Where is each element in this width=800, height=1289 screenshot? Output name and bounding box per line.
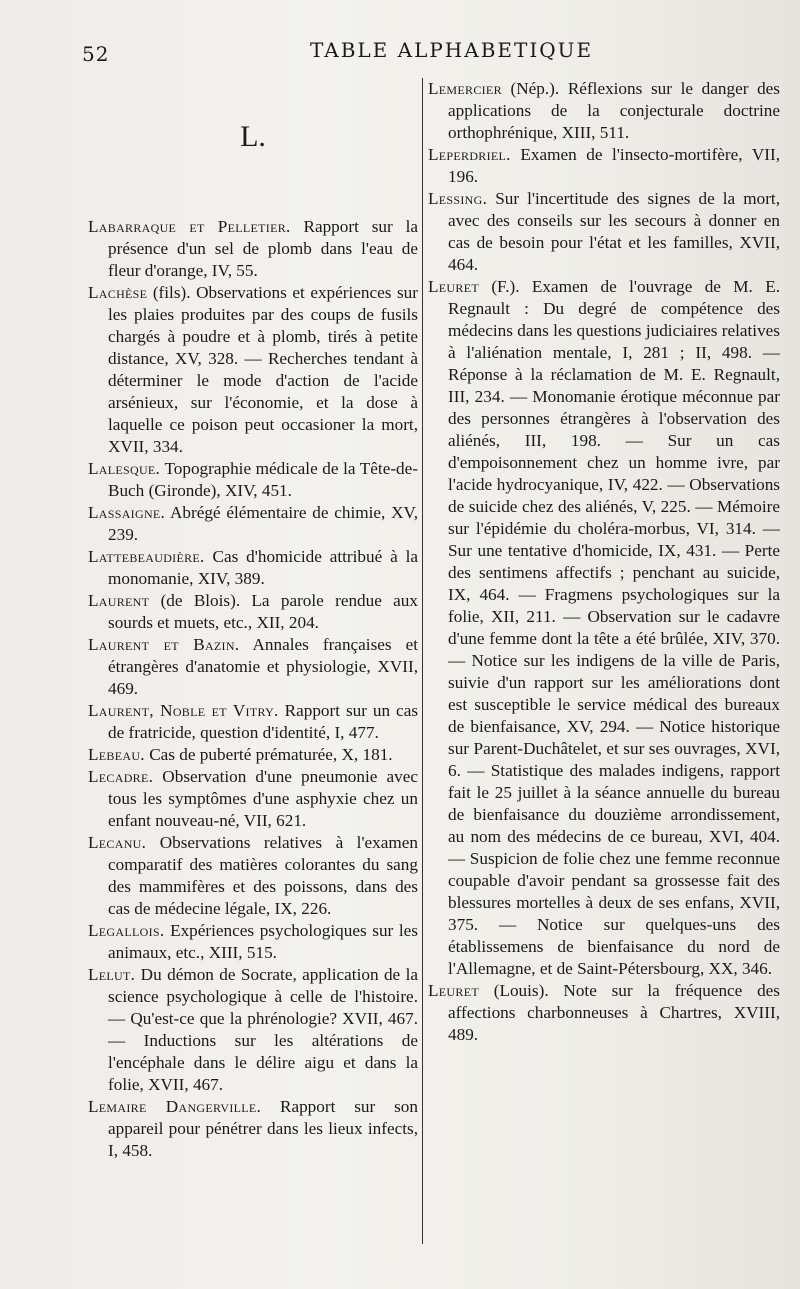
entry-author: Laurent (88, 591, 150, 610)
entry-author: Laurent et Bazin. (88, 635, 240, 654)
index-entry (88, 964, 418, 1096)
entry-author: Lecadre. (88, 767, 154, 786)
entry-text: Examen de l'insecto-mortifère, VII, 196. (448, 145, 780, 186)
entry-author: Lassaigne. (88, 503, 166, 522)
index-entry (88, 282, 418, 458)
entry-author: Lelut. (88, 965, 136, 984)
index-entry (88, 832, 418, 920)
column-divider (422, 78, 423, 1244)
entry-text: Cas de puberté prématurée, X, 181. (144, 745, 393, 764)
entry-text: (Nép.). Réflexions sur le danger des applications de la conjecturale doctrine orthophrénique, XIII, 511. (448, 79, 780, 142)
entry-text: Observations relatives à l'examen comparatif des matières colorantes du sang des mammifères et des poissons, dans des cas de médecine légale, IX, 226. (108, 833, 418, 918)
entry-author: Leuret (428, 277, 479, 296)
entry-author: Lessing. (428, 189, 488, 208)
index-entry (428, 276, 780, 980)
entry-text: (F.). Examen de l'ouvrage de M. E. Regnault : Du degré de compétence des médecins dans les questions judiciaires relatives à l'aliénation mentale, I, 281 ; II, 498. — Réponse à la réclamation de M. E. Regnault, III, 234. — Monomanie érotique méconnue par des personnes étrangères à l'observation des aliénés, III, 198. — Sur un cas d'empoisonnement chez un homme ivre, par l'acide hydrocyanique, IV, 422. — Observations de suicide chez des aliénés, V, 225. — Mémoire sur l'épidémie du choléra-morbus, VI, 314. — Sur une tentative d'homicide, IX, 431. — Perte des sentimens affectifs ; penchant au suicide, IX, 464. — Fragmens psychologiques sur la folie, XII, 211. — Observation sur le cadavre d'une femme dont la tête a été brûlée, XIV, 370. — Notice sur les indigens de la ville de Paris, suivie d'un rapport sur les améliorations dont est susceptible le service médical des bureaux de bienfaisance, XV, 294. — Notice historique sur Parent-Duchâtelet, et sur ses ouvrages, XVI, 6. — Statistique des malades indigens, rapport fait le 25 juillet à la séance annuelle du bureau de bienfaisance du douzième arrondissement, au nom des médecins de ce bureau, XVI, 404. — Suspicion de folie chez une femme reconnue coupable d'avoir pendant sa grossesse fait des blessures mortelles à deux de ses enfans, XVII, 375. — Notice sur quelques-uns des établissemens de bienfaisance du nord de l'Allemagne, et de Saint-Pétersbourg, XX, 346. (448, 277, 780, 978)
entry-text: Sur l'incertitude des signes de la mort, avec des conseils sur les secours à donner en cas de besoin pour l'état et les familles, XVII, 464. (448, 189, 780, 274)
index-entry (88, 216, 418, 282)
entry-author: Lecanu. (88, 833, 147, 852)
entry-author: Labarraque et Pelletier. (88, 217, 291, 236)
right-column (428, 78, 780, 1046)
entry-author: Lachèse (88, 283, 148, 302)
left-entries (88, 216, 418, 1162)
entry-author: Leperdriel. (428, 145, 511, 164)
entry-text: Expériences psychologiques sur les animaux, etc., XIII, 515. (108, 921, 418, 962)
entry-author: Leuret (428, 981, 479, 1000)
index-entry (428, 188, 780, 276)
index-entry (88, 1096, 418, 1162)
entry-author: Lalesque. (88, 459, 161, 478)
entry-text: (de Blois). La parole rendue aux sourds et muets, etc., XII, 204. (108, 591, 418, 632)
entry-author: Lemaire Dangerville. (88, 1097, 262, 1116)
entry-text: Cas d'homicide attribué à la monomanie, XIV, 389. (108, 547, 418, 588)
index-entry (88, 590, 418, 634)
entry-text: Du démon de Socrate, application de la science psychologique à celle de l'histoire. — Qu'est-ce que la phrénologie? XVII, 467. — Inductions sur les altérations de l'encéphale dans le délire aigu et dans la folie, XVII, 467. (108, 965, 418, 1094)
index-entry (88, 546, 418, 590)
right-entries (428, 78, 780, 1046)
index-entry (428, 78, 780, 144)
entry-text: Annales françaises et étrangères d'anatomie et physiologie, XVII, 469. (108, 635, 419, 698)
section-letter: L. (240, 120, 266, 153)
entry-author: Legallois. (88, 921, 165, 940)
entry-author: Lattebeaudière. (88, 547, 205, 566)
index-entry (88, 700, 418, 744)
entry-text: (fils). Observations et expériences sur les plaies produites par des coups de fusils chargés à poudre et à plomb, tirés à petite distance, XV, 328. — Recherches tendant à déterminer le mode d'action de l'acide arsénieux, sur l'économie, et la dose à laquelle ce poison peut occasioner la mort, XVII, 334. (108, 283, 418, 456)
entry-text: Rapport sur la présence d'un sel de plomb dans l'eau de fleur d'orange, IV, 55. (108, 217, 418, 280)
entry-text: Topographie médicale de la Tête-de-Buch (Gironde), XIV, 451. (108, 459, 418, 500)
entry-text: Rapport sur un cas de fratricide, question d'identité, I, 477. (108, 701, 419, 742)
index-entry (88, 634, 418, 700)
index-entry (88, 766, 418, 832)
page-number: 52 (82, 42, 110, 66)
index-entry (428, 980, 780, 1046)
index-entry (88, 920, 418, 964)
index-entry (428, 144, 780, 188)
index-entry (88, 502, 418, 546)
left-column (88, 78, 418, 1162)
index-entry (88, 458, 418, 502)
running-title: TABLE ALPHABETIQUE (310, 38, 594, 62)
entry-author: Lebeau. (88, 745, 145, 764)
entry-text: Rapport sur son appareil pour pénétrer dans les lieux infects, I, 458. (108, 1097, 418, 1160)
entry-text: Observation d'une pneumonie avec tous les symptômes d'une asphyxie chez un enfant nouveau-né, VII, 621. (108, 767, 418, 830)
entry-author: Lemercier (428, 79, 502, 98)
entry-author: Laurent, Noble et Vitry. (88, 701, 279, 720)
entry-text: Abrégé élémentaire de chimie, XV, 239. (108, 503, 418, 544)
index-entry (88, 744, 418, 766)
entry-text: (Louis). Note sur la fréquence des affections charbonneuses à Chartres, XVIII, 489. (448, 981, 780, 1044)
